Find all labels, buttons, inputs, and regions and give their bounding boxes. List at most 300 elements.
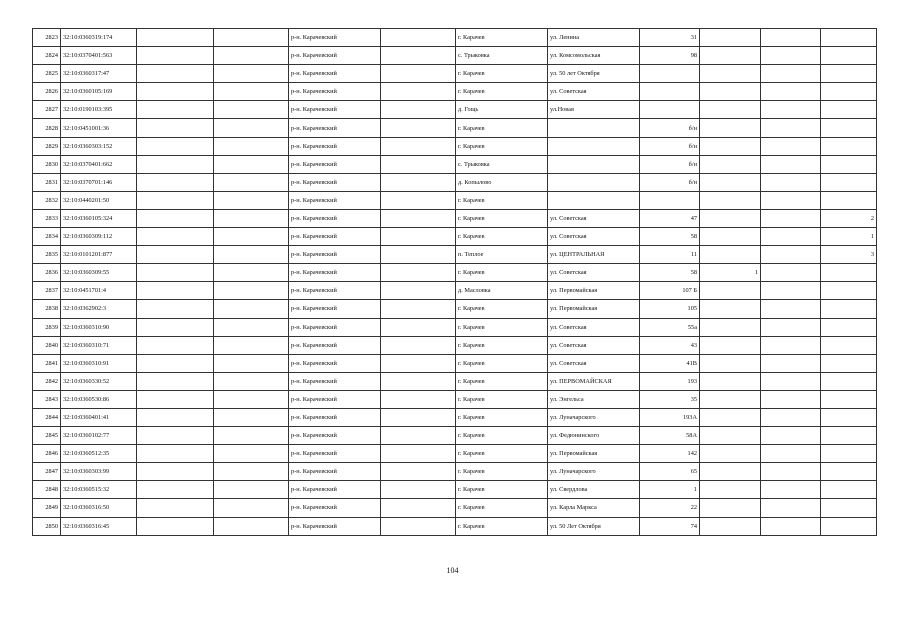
row-number: 2831 (33, 173, 61, 191)
settlement-cell: г. Карачев (456, 463, 548, 481)
blank-cell (214, 246, 289, 264)
blank-cell (761, 354, 821, 372)
row-number: 2823 (33, 29, 61, 47)
quantity-cell (700, 47, 761, 65)
cadastral-number: 32:10:0370701:146 (61, 173, 137, 191)
street-cell: ул. Советская (548, 318, 640, 336)
settlement-cell: г. Карачев (456, 517, 548, 535)
quantity-cell (700, 300, 761, 318)
district-cell: р-н. Карачевский (289, 390, 381, 408)
quantity-cell (700, 499, 761, 517)
row-number: 2824 (33, 47, 61, 65)
blank-cell (381, 191, 456, 209)
house-number: 1 (640, 481, 700, 499)
street-cell (548, 173, 640, 191)
quantity-cell (821, 155, 877, 173)
blank-cell (137, 390, 214, 408)
cadastral-number: 32:10:0360303:152 (61, 137, 137, 155)
quantity-cell (821, 83, 877, 101)
blank-cell (761, 101, 821, 119)
cadastral-number: 32:10:0360401:41 (61, 408, 137, 426)
blank-cell (381, 65, 456, 83)
table-row (33, 354, 877, 372)
cadastral-number: 32:10:0362902:3 (61, 300, 137, 318)
house-number: 58 (640, 264, 700, 282)
settlement-cell: г. Карачев (456, 336, 548, 354)
blank-cell (214, 318, 289, 336)
quantity-cell (700, 228, 761, 246)
blank-cell (137, 119, 214, 137)
quantity-cell (821, 29, 877, 47)
cadastral-number: 32:10:0360316:50 (61, 499, 137, 517)
quantity-cell (700, 173, 761, 191)
row-number: 2827 (33, 101, 61, 119)
house-number: 98 (640, 47, 700, 65)
blank-cell (381, 427, 456, 445)
quantity-cell (821, 65, 877, 83)
blank-cell (761, 427, 821, 445)
blank-cell (761, 282, 821, 300)
street-cell: ул. Советская (548, 264, 640, 282)
district-cell: р-н. Карачевский (289, 427, 381, 445)
blank-cell (381, 173, 456, 191)
street-cell (548, 155, 640, 173)
quantity-cell (821, 354, 877, 372)
blank-cell (137, 191, 214, 209)
blank-cell (761, 119, 821, 137)
quantity-cell (700, 463, 761, 481)
blank-cell (761, 372, 821, 390)
quantity-cell (821, 463, 877, 481)
street-cell: ул. ПЕРВОМАЙСКАЯ (548, 372, 640, 390)
cadastral-number: 32:10:0440201:50 (61, 191, 137, 209)
blank-cell (761, 191, 821, 209)
blank-cell (214, 119, 289, 137)
row-number: 2843 (33, 390, 61, 408)
district-cell: р-н. Карачевский (289, 481, 381, 499)
settlement-cell: г. Карачев (456, 264, 548, 282)
blank-cell (137, 372, 214, 390)
table-row (33, 336, 877, 354)
district-cell: р-н. Карачевский (289, 83, 381, 101)
settlement-cell: д. Гощь (456, 101, 548, 119)
row-number: 2847 (33, 463, 61, 481)
blank-cell (214, 354, 289, 372)
settlement-cell: г. Карачев (456, 408, 548, 426)
blank-cell (761, 318, 821, 336)
quantity-cell (700, 336, 761, 354)
blank-cell (381, 209, 456, 227)
cadastral-number: 32:10:0360316:45 (61, 517, 137, 535)
table-row (33, 209, 877, 227)
settlement-cell: г. Карачев (456, 354, 548, 372)
blank-cell (214, 445, 289, 463)
blank-cell (137, 83, 214, 101)
settlement-cell: д. Копылово (456, 173, 548, 191)
table-row (33, 300, 877, 318)
district-cell: р-н. Карачевский (289, 282, 381, 300)
street-cell: ул. Федюнинского (548, 427, 640, 445)
district-cell: р-н. Карачевский (289, 173, 381, 191)
settlement-cell: г. Карачев (456, 445, 548, 463)
quantity-cell (821, 282, 877, 300)
blank-cell (214, 155, 289, 173)
blank-cell (381, 300, 456, 318)
house-number: б/н (640, 119, 700, 137)
district-cell: р-н. Карачевский (289, 264, 381, 282)
district-cell: р-н. Карачевский (289, 65, 381, 83)
quantity-cell (821, 300, 877, 318)
house-number: 43 (640, 336, 700, 354)
district-cell: р-н. Карачевский (289, 408, 381, 426)
house-number: 142 (640, 445, 700, 463)
quantity-cell (700, 101, 761, 119)
district-cell: р-н. Карачевский (289, 463, 381, 481)
quantity-cell (700, 155, 761, 173)
district-cell: р-н. Карачевский (289, 155, 381, 173)
quantity-cell (700, 354, 761, 372)
house-number: 74 (640, 517, 700, 535)
blank-cell (214, 65, 289, 83)
blank-cell (761, 155, 821, 173)
row-number: 2825 (33, 65, 61, 83)
house-number: 11 (640, 246, 700, 264)
quantity-cell: 2 (821, 209, 877, 227)
settlement-cell: с. Трыковка (456, 155, 548, 173)
settlement-cell: г. Карачев (456, 137, 548, 155)
district-cell: р-н. Карачевский (289, 137, 381, 155)
street-cell: ул. Луначарского (548, 463, 640, 481)
table-row (33, 264, 877, 282)
blank-cell (381, 47, 456, 65)
quantity-cell (700, 427, 761, 445)
row-number: 2850 (33, 517, 61, 535)
district-cell: р-н. Карачевский (289, 119, 381, 137)
street-cell: ул. Карла Маркса (548, 499, 640, 517)
district-cell: р-н. Карачевский (289, 228, 381, 246)
quantity-cell (700, 372, 761, 390)
district-cell: р-н. Карачевский (289, 209, 381, 227)
quantity-cell (700, 282, 761, 300)
page-number: 104 (446, 566, 459, 575)
cadastral-number: 32:10:0360530:86 (61, 390, 137, 408)
settlement-cell: г. Карачев (456, 481, 548, 499)
table-body (33, 29, 877, 536)
blank-cell (761, 445, 821, 463)
cadastral-number: 32:10:0360317:47 (61, 65, 137, 83)
district-cell: р-н. Карачевский (289, 499, 381, 517)
blank-cell (214, 499, 289, 517)
table-row (33, 481, 877, 499)
quantity-cell (821, 173, 877, 191)
blank-cell (381, 336, 456, 354)
cadastral-number: 32:10:0360105:169 (61, 83, 137, 101)
settlement-cell: г. Карачев (456, 29, 548, 47)
row-number: 2836 (33, 264, 61, 282)
quantity-cell (700, 481, 761, 499)
district-cell: р-н. Карачевский (289, 101, 381, 119)
blank-cell (137, 155, 214, 173)
row-number: 2840 (33, 336, 61, 354)
house-number: 65 (640, 463, 700, 481)
cadastral-number: 32:10:0360512:35 (61, 445, 137, 463)
blank-cell (214, 264, 289, 282)
blank-cell (761, 517, 821, 535)
blank-cell (214, 408, 289, 426)
street-cell: ул.Новая (548, 101, 640, 119)
house-number (640, 65, 700, 83)
house-number: 22 (640, 499, 700, 517)
house-number: 55а (640, 318, 700, 336)
blank-cell (214, 209, 289, 227)
blank-cell (761, 408, 821, 426)
table-row (33, 47, 877, 65)
row-number: 2846 (33, 445, 61, 463)
quantity-cell (700, 318, 761, 336)
blank-cell (381, 264, 456, 282)
settlement-cell: г. Карачев (456, 300, 548, 318)
blank-cell (137, 173, 214, 191)
quantity-cell (700, 445, 761, 463)
street-cell: ул. Комсомольская (548, 47, 640, 65)
quantity-cell (821, 499, 877, 517)
blank-cell (214, 300, 289, 318)
settlement-cell: г. Карачев (456, 191, 548, 209)
house-number: 31 (640, 29, 700, 47)
row-number: 2826 (33, 83, 61, 101)
quantity-cell (821, 427, 877, 445)
house-number: 58А (640, 427, 700, 445)
quantity-cell (821, 408, 877, 426)
street-cell: ул. Первомайская (548, 445, 640, 463)
cadastral-number: 32:10:0190103:395 (61, 101, 137, 119)
blank-cell (761, 29, 821, 47)
district-cell: р-н. Карачевский (289, 47, 381, 65)
blank-cell (761, 300, 821, 318)
house-number: 193А (640, 408, 700, 426)
settlement-cell: г. Карачев (456, 209, 548, 227)
blank-cell (214, 83, 289, 101)
row-number: 2838 (33, 300, 61, 318)
quantity-cell (821, 336, 877, 354)
cadastral-number: 32:10:0360310:71 (61, 336, 137, 354)
street-cell (548, 119, 640, 137)
row-number: 2832 (33, 191, 61, 209)
quantity-cell (821, 264, 877, 282)
street-cell (548, 137, 640, 155)
quantity-cell: 1 (700, 264, 761, 282)
table-row (33, 390, 877, 408)
registry-table (32, 28, 877, 536)
cadastral-number: 32:10:0360330:52 (61, 372, 137, 390)
table-row (33, 65, 877, 83)
blank-cell (381, 228, 456, 246)
blank-cell (214, 372, 289, 390)
blank-cell (214, 463, 289, 481)
quantity-cell (700, 65, 761, 83)
cadastral-number: 32:10:0360102:77 (61, 427, 137, 445)
blank-cell (137, 47, 214, 65)
street-cell: ул. Первомайская (548, 300, 640, 318)
cadastral-number: 32:10:0451001:36 (61, 119, 137, 137)
blank-cell (137, 463, 214, 481)
blank-cell (137, 318, 214, 336)
district-cell: р-н. Карачевский (289, 354, 381, 372)
quantity-cell (700, 191, 761, 209)
settlement-cell: д. Масловка (456, 282, 548, 300)
house-number: б/н (640, 173, 700, 191)
settlement-cell: г. Карачев (456, 372, 548, 390)
street-cell: ул. 50 Лет Октября (548, 517, 640, 535)
blank-cell (137, 481, 214, 499)
street-cell: ул. Советская (548, 228, 640, 246)
row-number: 2845 (33, 427, 61, 445)
table-row (33, 463, 877, 481)
blank-cell (381, 517, 456, 535)
blank-cell (214, 101, 289, 119)
street-cell: ул. ЦЕНТРАЛЬНАЯ (548, 246, 640, 264)
table-row (33, 499, 877, 517)
blank-cell (761, 390, 821, 408)
quantity-cell (821, 119, 877, 137)
cadastral-number: 32:10:0101201:877 (61, 246, 137, 264)
settlement-cell: г. Карачев (456, 427, 548, 445)
cadastral-number: 32:10:0370401:563 (61, 47, 137, 65)
blank-cell (761, 463, 821, 481)
row-number: 2842 (33, 372, 61, 390)
table-row (33, 517, 877, 535)
house-number: 35 (640, 390, 700, 408)
table-row (33, 119, 877, 137)
row-number: 2839 (33, 318, 61, 336)
blank-cell (381, 408, 456, 426)
blank-cell (761, 499, 821, 517)
blank-cell (137, 29, 214, 47)
blank-cell (761, 481, 821, 499)
quantity-cell (700, 246, 761, 264)
blank-cell (381, 445, 456, 463)
blank-cell (137, 228, 214, 246)
table-row (33, 318, 877, 336)
street-cell: ул. Энгельса (548, 390, 640, 408)
table-row (33, 173, 877, 191)
blank-cell (381, 499, 456, 517)
house-number: б/н (640, 137, 700, 155)
blank-cell (381, 372, 456, 390)
blank-cell (214, 228, 289, 246)
blank-cell (137, 499, 214, 517)
blank-cell (137, 445, 214, 463)
quantity-cell (700, 390, 761, 408)
table-row (33, 101, 877, 119)
street-cell: ул. Советская (548, 336, 640, 354)
blank-cell (137, 336, 214, 354)
house-number (640, 83, 700, 101)
settlement-cell: г. Карачев (456, 83, 548, 101)
house-number: 193 (640, 372, 700, 390)
row-number: 2830 (33, 155, 61, 173)
house-number: 105 (640, 300, 700, 318)
cadastral-number: 32:10:0360309:55 (61, 264, 137, 282)
district-cell: р-н. Карачевский (289, 372, 381, 390)
blank-cell (761, 137, 821, 155)
row-number: 2837 (33, 282, 61, 300)
table-row (33, 427, 877, 445)
blank-cell (381, 137, 456, 155)
quantity-cell (700, 517, 761, 535)
table-row (33, 372, 877, 390)
blank-cell (137, 354, 214, 372)
quantity-cell (821, 318, 877, 336)
row-number: 2835 (33, 246, 61, 264)
cadastral-number: 32:10:0360515:32 (61, 481, 137, 499)
row-number: 2829 (33, 137, 61, 155)
blank-cell (214, 517, 289, 535)
street-cell: ул. Советская (548, 354, 640, 372)
blank-cell (381, 390, 456, 408)
row-number: 2834 (33, 228, 61, 246)
blank-cell (137, 209, 214, 227)
blank-cell (214, 481, 289, 499)
house-number: 58 (640, 228, 700, 246)
blank-cell (137, 246, 214, 264)
table-row (33, 191, 877, 209)
blank-cell (137, 300, 214, 318)
row-number: 2828 (33, 119, 61, 137)
quantity-cell (700, 209, 761, 227)
street-cell: ул. Советская (548, 209, 640, 227)
settlement-cell: г. Карачев (456, 499, 548, 517)
blank-cell (761, 47, 821, 65)
house-number: 107 Б (640, 282, 700, 300)
house-number: 41В (640, 354, 700, 372)
blank-cell (214, 47, 289, 65)
quantity-cell (700, 408, 761, 426)
settlement-cell: с. Трыковка (456, 47, 548, 65)
blank-cell (137, 517, 214, 535)
district-cell: р-н. Карачевский (289, 318, 381, 336)
table-row (33, 155, 877, 173)
table-row (33, 408, 877, 426)
cadastral-number: 32:10:0451701:4 (61, 282, 137, 300)
blank-cell (214, 191, 289, 209)
quantity-cell (821, 191, 877, 209)
district-cell: р-н. Карачевский (289, 517, 381, 535)
quantity-cell: 3 (821, 246, 877, 264)
quantity-cell: 1 (821, 228, 877, 246)
blank-cell (214, 427, 289, 445)
settlement-cell: г. Карачев (456, 390, 548, 408)
table-row (33, 445, 877, 463)
quantity-cell (700, 83, 761, 101)
house-number (640, 101, 700, 119)
cadastral-number: 32:10:0360310:91 (61, 354, 137, 372)
settlement-cell: г. Карачев (456, 65, 548, 83)
blank-cell (381, 354, 456, 372)
blank-cell (381, 119, 456, 137)
quantity-cell (821, 481, 877, 499)
table-row (33, 137, 877, 155)
district-cell: р-н. Карачевский (289, 191, 381, 209)
district-cell: р-н. Карачевский (289, 445, 381, 463)
blank-cell (381, 101, 456, 119)
table-row (33, 29, 877, 47)
district-cell: р-н. Карачевский (289, 29, 381, 47)
settlement-cell: г. Карачев (456, 318, 548, 336)
street-cell: ул. Луначарского (548, 408, 640, 426)
cadastral-number: 32:10:0360309:112 (61, 228, 137, 246)
blank-cell (214, 336, 289, 354)
